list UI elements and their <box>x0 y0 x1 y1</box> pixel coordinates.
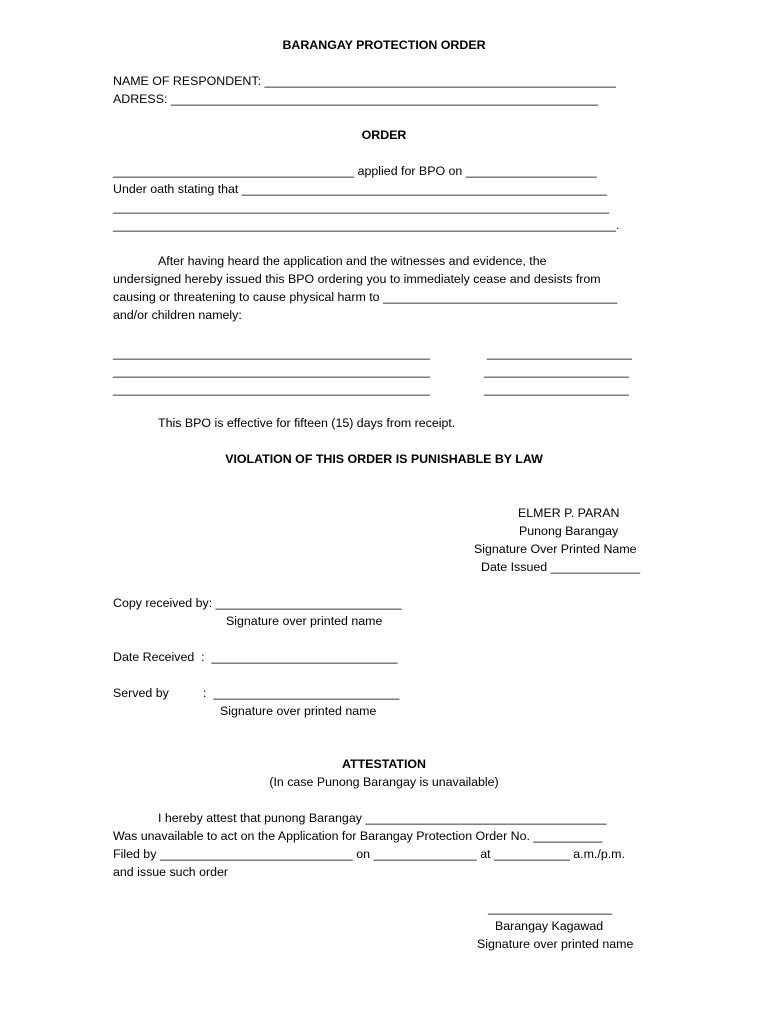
order-line: ________________________________________________________________________ <box>113 200 610 214</box>
date-received-line: Date Received : ___________________________ <box>113 650 398 664</box>
children-line-right: _____________________ <box>487 346 632 360</box>
paragraph-line: After having heard the application and the witnesses and evidence, the <box>158 254 547 268</box>
kagawad-caption: Signature over printed name <box>477 937 634 951</box>
kagawad-title: Barangay Kagawad <box>495 919 604 933</box>
respondent-name-line: NAME OF RESPONDENT: ___________________________________________________ <box>113 74 616 88</box>
date-issued-line: Date Issued _____________ <box>481 560 641 574</box>
attestation-line: Was unavailable to act on the Application for Barangay Protection Order No. __________ <box>113 829 603 843</box>
signatory-title: Punong Barangay <box>519 524 619 538</box>
attestation-line: I hereby attest that punong Barangay ___________________________________ <box>158 811 607 825</box>
attestation-heading: ATTESTATION <box>342 757 426 771</box>
paragraph-line: undersigned hereby issued this BPO ordering you to immediately cease and desists from <box>113 272 601 286</box>
paragraph-line: and/or children namely: <box>113 308 242 322</box>
children-line-right: _____________________ <box>484 364 629 378</box>
served-by-label: Served by <box>113 686 169 700</box>
children-line-right: _____________________ <box>484 382 629 396</box>
order-line: Under oath stating that _____________________________________________________ <box>113 182 608 196</box>
effective-text: This BPO is effective for fifteen (15) days from receipt. <box>158 416 456 430</box>
document-title: BARANGAY PROTECTION ORDER <box>282 38 486 52</box>
children-line-left: ______________________________________________ <box>113 382 430 396</box>
copy-received-line: Copy received by: ___________________________ <box>113 596 402 610</box>
order-line: _________________________________________________________________________. <box>113 218 620 232</box>
attestation-line: and issue such order <box>113 865 229 879</box>
served-by-line: : ___________________________ <box>203 686 400 700</box>
children-line-left: ______________________________________________ <box>113 346 430 360</box>
respondent-address-line: ADRESS: ______________________________________________________________ <box>113 92 599 106</box>
attestation-line: Filed by ____________________________ on _______________ at ___________ a.m./p.m. <box>113 847 625 861</box>
served-by-caption: Signature over printed name <box>220 704 377 718</box>
signatory-name: ELMER P. PARAN <box>518 506 620 520</box>
paragraph-line: causing or threatening to cause physical harm to __________________________________ <box>113 290 618 304</box>
children-line-left: ______________________________________________ <box>113 364 430 378</box>
signatory-caption: Signature Over Printed Name <box>474 542 637 556</box>
attestation-subheading: (In case Punong Barangay is unavailable) <box>269 775 499 789</box>
kagawad-signature-line: __________________ <box>488 901 613 915</box>
order-heading: ORDER <box>361 128 407 142</box>
order-line: ___________________________________ applied for BPO on ___________________ <box>113 164 597 178</box>
copy-received-caption: Signature over printed name <box>226 614 383 628</box>
violation-warning: VIOLATION OF THIS ORDER IS PUNISHABLE BY LAW <box>225 452 543 466</box>
